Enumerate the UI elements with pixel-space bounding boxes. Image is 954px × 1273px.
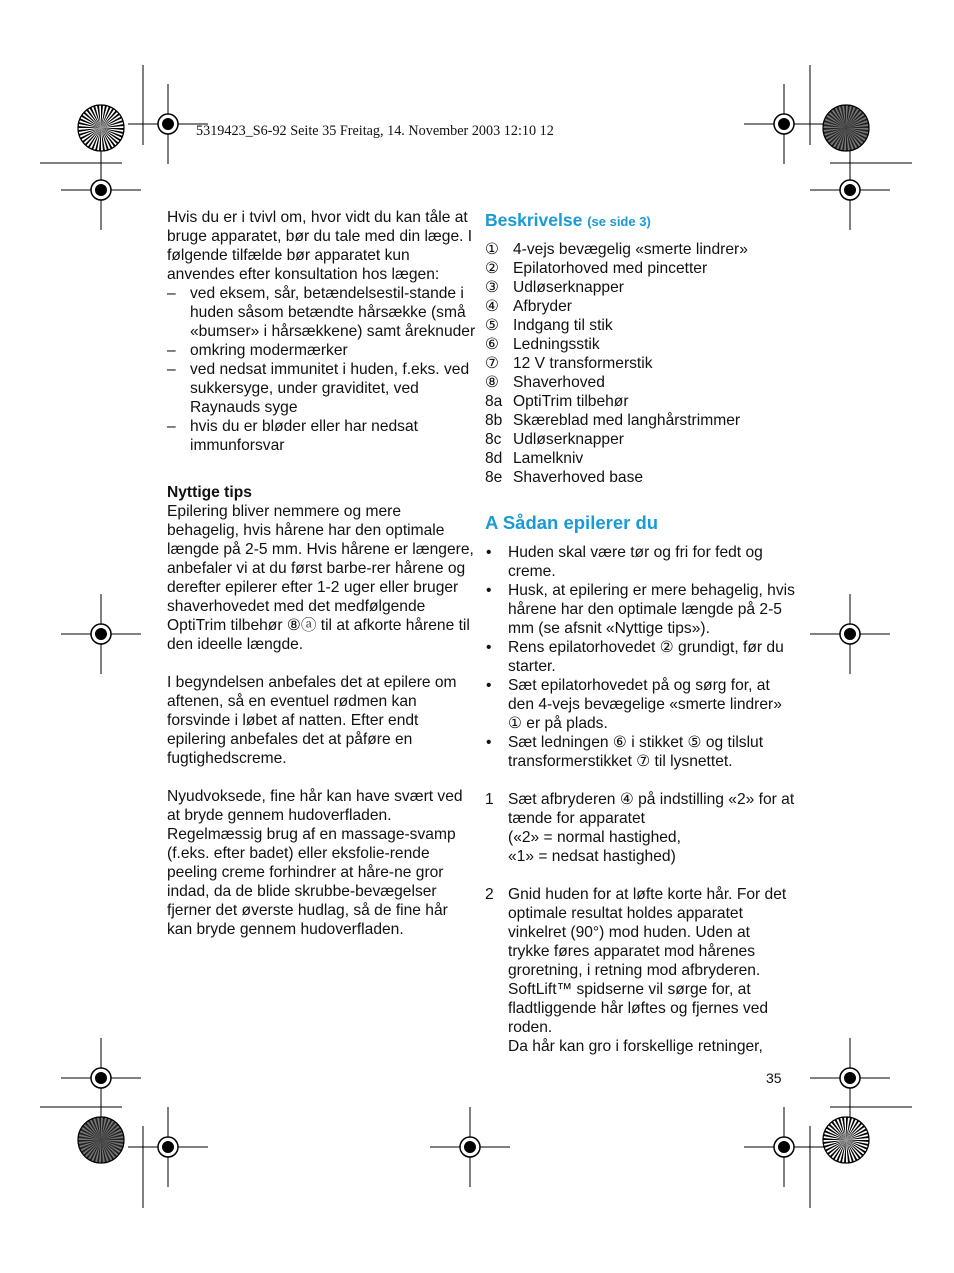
part-number: 8c bbox=[485, 431, 502, 448]
part-number: ② bbox=[485, 260, 499, 277]
list-item bbox=[485, 430, 795, 449]
steps-list bbox=[485, 790, 795, 1056]
step-1 bbox=[485, 790, 795, 866]
tips-paragraph-3: Nyudvoksede, fine hår kan have svært ved at bryde gennem hudoverfladen. Regelmæssig brug af en massage-svamp (f.eks. efter badet) eller eksfolie-rende peeling creme forhindrer at håre-ne gror indad, da de blide skrubbe-bevægelser fjerner det øverste hudlag, så de fine hår kan bryde gennem hudoverfladen. bbox=[167, 788, 463, 938]
registration-target bbox=[61, 1038, 141, 1118]
list-item: – ved eksem, sår, betændelsestil-stande i huden såsom betændte hårsække (små «bumser» i hårsækkene) samt åreknuder bbox=[167, 284, 477, 341]
list-item: – hvis du er bløder eller har nedsat immunforsvar bbox=[167, 417, 477, 455]
intro-paragraph: Hvis du er i tvivl om, hvor vidt du kan tåle at bruge apparatet, bør du tale med din læge. I følgende tilfælde bør apparatet kun anvendes efter konsultation hos lægen: bbox=[167, 209, 473, 283]
left-column bbox=[167, 208, 477, 939]
step-2 bbox=[485, 885, 795, 1056]
list-item: • Sæt ledningen ⑥ i stikket ⑤ og tilslut transformerstikket ⑦ til lysnettet. bbox=[485, 733, 795, 771]
list-item bbox=[485, 392, 795, 411]
part-label: Shaverhoved bbox=[513, 374, 605, 391]
part-label: Epilatorhoved med pincetter bbox=[513, 260, 708, 277]
list-item bbox=[485, 278, 795, 297]
part-label: Skæreblad med langhårstrimmer bbox=[513, 412, 741, 429]
description-heading-text: Beskrivelse bbox=[485, 210, 583, 230]
list-item bbox=[485, 468, 795, 487]
tips-paragraph-2: I begyndelsen anbefales det at epilere om aftenen, så en eventuel rødmen kan forsvinde i løbet af natten. Efter endt epilering anbefales det at påføre en fugtighedscreme. bbox=[167, 674, 457, 767]
print-slug: 5319423_S6-92 Seite 35 Freitag, 14. November 2003 12:10 12 bbox=[196, 123, 554, 139]
list-item: • Rens epilatorhovedet ② grundigt, før du starter. bbox=[485, 638, 795, 676]
registration-target bbox=[744, 84, 824, 164]
part-label: OptiTrim tilbehør bbox=[513, 393, 629, 410]
list-item bbox=[485, 373, 795, 392]
registration-target bbox=[744, 1107, 824, 1187]
conditions-list bbox=[167, 284, 477, 455]
part-label: Udløserknapper bbox=[513, 431, 624, 448]
part-number: ⑧ bbox=[485, 374, 499, 391]
star-target bbox=[823, 1117, 869, 1163]
part-label: 4-vejs bevægelig «smerte lindrer» bbox=[513, 241, 748, 258]
preparation-list bbox=[485, 543, 795, 771]
list-item bbox=[485, 297, 795, 316]
part-number: ④ bbox=[485, 298, 499, 315]
part-label: Ledningsstik bbox=[513, 336, 600, 353]
step-number: 1 bbox=[485, 791, 494, 808]
part-number: 8b bbox=[485, 412, 503, 429]
step-text: «1» = nedsat hastighed) bbox=[508, 848, 676, 865]
part-number: ① bbox=[485, 241, 499, 258]
list-item bbox=[485, 259, 795, 278]
registration-target bbox=[430, 1107, 510, 1187]
list-item bbox=[485, 449, 795, 468]
part-number: ⑥ bbox=[485, 336, 499, 353]
step-text: Sæt afbryderen ④ på indstilling «2» for at tænde for apparatet bbox=[508, 791, 795, 827]
part-number: 8a bbox=[485, 393, 503, 410]
registration-target bbox=[61, 594, 141, 674]
tips-paragraph-1: Epilering bliver nemmere og mere behagelig, hvis hårene har den optimale længde på 2-5 mm. Hvis hårene er længere, anbefaler vi at du først barbe-rer hårene og derefter epilerer efter 1-2 uger eller bruger shaverhovedet med det medfølgende OptiTrim tilbehør ⑧ⓐ til at afkorte hårene til den ideelle længde. bbox=[167, 503, 474, 653]
list-item: – ved nedsat immunitet i huden, f.eks. ved sukkersyge, under graviditet, ved Raynauds syge bbox=[167, 360, 477, 417]
list-item: – omkring modermærker bbox=[167, 341, 477, 360]
part-label: Afbryder bbox=[513, 298, 572, 315]
star-target bbox=[78, 105, 124, 151]
registration-target bbox=[61, 150, 141, 230]
star-target bbox=[823, 105, 869, 151]
step-text: («2» = normal hastighed, bbox=[508, 829, 681, 846]
list-item bbox=[485, 411, 795, 430]
step-number: 2 bbox=[485, 886, 494, 903]
description-page-reference: (se side 3) bbox=[587, 214, 651, 229]
registration-target bbox=[810, 150, 890, 230]
list-item bbox=[485, 335, 795, 354]
list-item bbox=[485, 240, 795, 259]
part-label: Lamelkniv bbox=[513, 450, 584, 467]
part-number: ③ bbox=[485, 279, 499, 296]
list-item bbox=[485, 316, 795, 335]
step-text: Da hår kan gro i forskellige retninger, bbox=[508, 1038, 763, 1055]
part-number: ⑤ bbox=[485, 317, 499, 334]
part-number: ⑦ bbox=[485, 355, 499, 372]
part-label: Udløserknapper bbox=[513, 279, 624, 296]
registration-target bbox=[810, 594, 890, 674]
part-label: 12 V transformerstik bbox=[513, 355, 653, 372]
step-text: Gnid huden for at løfte korte hår. For det optimale resultat holdes apparatet vinkelret (90°) mod huden. Uden at trykke føres apparatet mod hårenes groretning, i retning mod afbryderen. SoftLift™ spidserne vil sørge for, at fladtliggende hår løftes og fjernes ved roden. bbox=[508, 886, 787, 1036]
tips-heading: Nyttige tips bbox=[167, 484, 252, 501]
page-number: 35 bbox=[766, 1070, 782, 1086]
epilation-heading: A Sådan epilerer du bbox=[485, 512, 659, 533]
part-number: 8d bbox=[485, 450, 503, 467]
description-heading bbox=[485, 208, 795, 234]
list-item bbox=[485, 354, 795, 373]
list-item: • Huden skal være tør og fri for fedt og creme. bbox=[485, 543, 795, 581]
list-item: • Husk, at epilering er mere behagelig, hvis hårene har den optimale længde på 2-5 mm (se afsnit «Nyttige tips»). bbox=[485, 581, 795, 638]
part-label: Indgang til stik bbox=[513, 317, 613, 334]
part-label: Shaverhoved base bbox=[513, 469, 644, 486]
list-item: • Sæt epilatorhovedet på og sørg for, at den 4-vejs bevægelige «smerte lindrer» ① er på plads. bbox=[485, 676, 795, 733]
parts-list bbox=[485, 240, 795, 487]
part-number: 8e bbox=[485, 469, 503, 486]
registration-target bbox=[810, 1038, 890, 1118]
star-target bbox=[78, 1117, 124, 1163]
right-column bbox=[485, 208, 795, 1056]
registration-target bbox=[128, 1107, 208, 1187]
